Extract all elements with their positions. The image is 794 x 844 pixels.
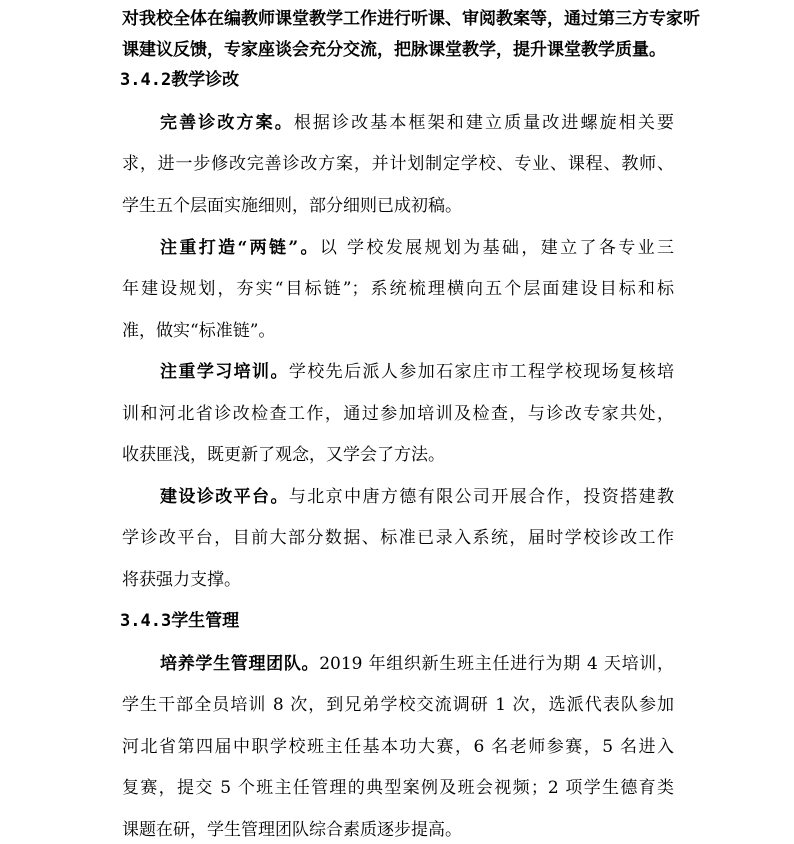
paragraph-1-line-1: 完善诊改方案。根据诊改基本框架和建立质量改进螺旋相关要 (160, 113, 675, 133)
paragraph-2-line-2: 年建设规划，夯实“目标链”；系统梳理横向五个层面建设目标和标 (122, 279, 674, 299)
paragraph-2-line-1: 注重打造“两链”。以 学校发展规划为基础，建立了各专业三 (160, 238, 674, 258)
paragraph-4-line-3: 将获强力支撑。 (122, 570, 241, 590)
paragraph-2-line-3: 准，做实“标准链”。 (122, 321, 276, 341)
paragraph-5-line-3: 河北省第四届中职学校班主任基本功大赛，6 名老师参赛，5 名进入 (122, 737, 674, 757)
section-heading-3-4-2 (120, 69, 239, 91)
paragraph-lead: 培养学生管理团队。 (160, 654, 320, 674)
paragraph-4-line-2: 学诊改平台，目前大部分数据、标准已录入系统，届时学校诊改工作 (122, 528, 674, 548)
paragraph-3-line-1: 注重学习培训。学校先后派人参加石家庄市工程学校现场复核培 (160, 362, 675, 382)
paragraph-lead: 注重学习培训。 (160, 362, 289, 382)
section-title: 学生管理 (171, 611, 240, 631)
paragraph-3-line-3: 收获匪浅，既更新了观念，又学会了方法。 (122, 445, 445, 465)
section-heading-3-4-3 (120, 610, 239, 632)
paragraph-1-line-2: 求，进一步修改完善诊改方案，并计划制定学校、专业、课程、教师、 (122, 154, 674, 174)
paragraph-5-line-1: 培养学生管理团队。2019 年组织新生班主任进行为期 4 天培训， (160, 654, 674, 674)
section-number: 3.4.3 (120, 611, 172, 631)
paragraph-5-line-4: 复赛，提交 5 个班主任管理的典型案例及班会视频；2 项学生德育类 (122, 778, 674, 798)
paragraph-1-line-3: 学生五个层面实施细则，部分细则已成初稿。 (122, 196, 462, 216)
paragraph-lead: 建设诊改平台。 (160, 487, 289, 507)
section-title: 教学诊改 (171, 70, 240, 90)
intro-line-1: 对我校全体在编教师课堂教学工作进行听课、审阅教案等，通过第三方专家听 (122, 9, 700, 29)
paragraph-lead: 注重打造“两链”。 (160, 238, 320, 258)
paragraph-lead: 完善诊改方案。 (160, 113, 294, 133)
paragraph-5-line-5: 课题在研，学生管理团队综合素质逐步提高。 (122, 820, 462, 840)
paragraph-5-line-2: 学生干部全员培训 8 次，到兄弟学校交流调研 1 次，选派代表队参加 (122, 695, 674, 715)
paragraph-3-line-2: 训和河北省诊改检查工作，通过参加培训及检查，与诊改专家共处， (122, 404, 674, 424)
intro-line-2: 课建议反馈，专家座谈会充分交流，把脉课堂教学，提升课堂教学质量。 (122, 40, 666, 60)
section-number: 3.4.2 (120, 70, 172, 90)
paragraph-4-line-1: 建设诊改平台。与北京中唐方德有限公司开展合作，投资搭建教 (160, 487, 675, 507)
